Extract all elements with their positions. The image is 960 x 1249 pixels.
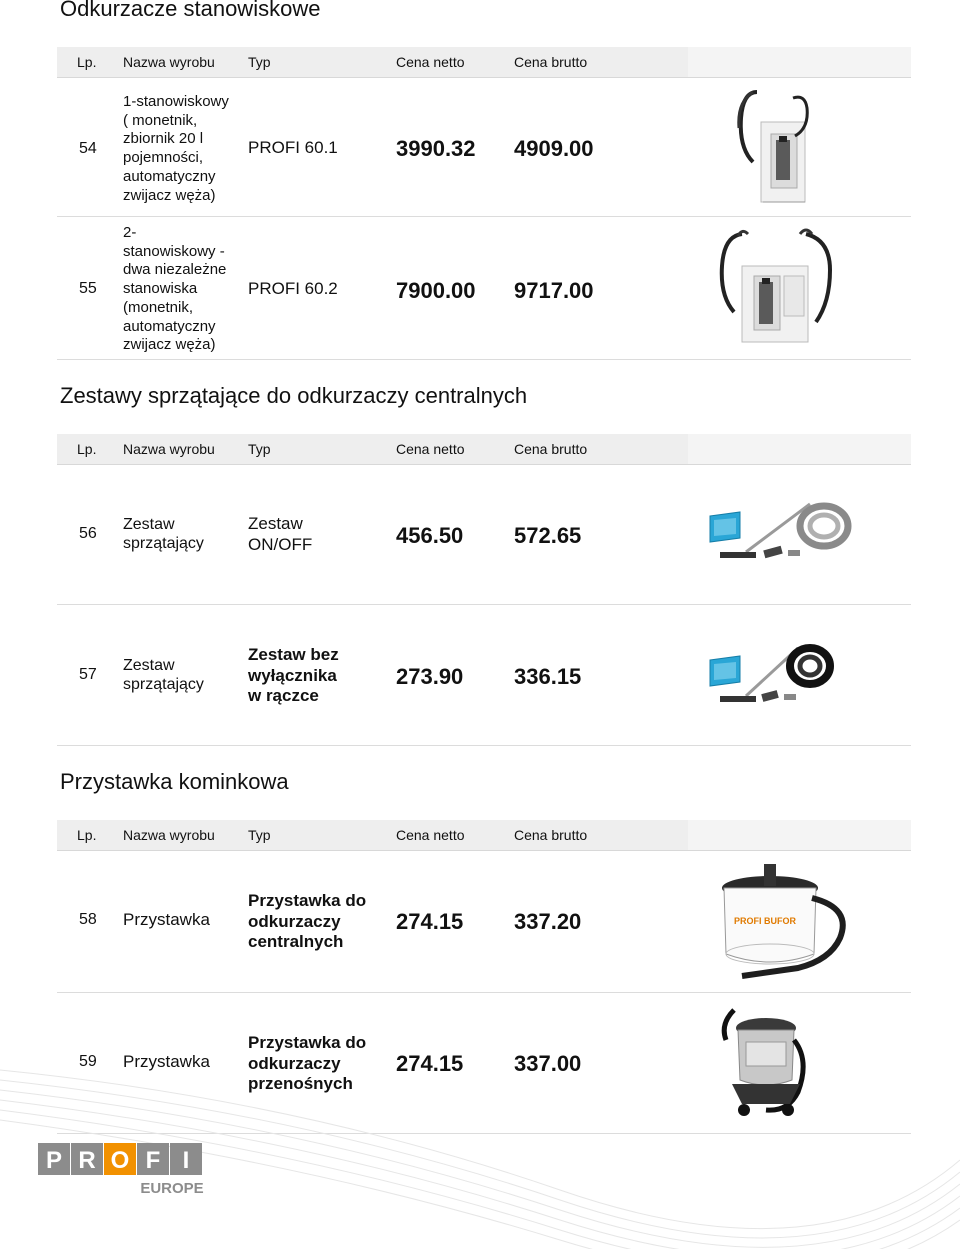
- row-type: Zestaw ON/OFF: [248, 514, 313, 554]
- svg-text:F: F: [145, 1147, 161, 1174]
- header-name: Nazwa wyrobu: [123, 54, 215, 70]
- row-type: PROFI 60.2: [248, 279, 338, 298]
- row-name: Zestaw sprzątający: [123, 657, 204, 693]
- row-lp: 57: [79, 666, 97, 683]
- row-type: Zestaw bez wyłącznika w rączce: [248, 645, 339, 705]
- header-type: Typ: [248, 441, 271, 457]
- row-price-net: 456.50: [396, 523, 464, 548]
- header-lp: Lp.: [77, 54, 97, 70]
- table-header: [57, 47, 911, 78]
- row-price-net: 273.90: [396, 664, 464, 689]
- row-type: Przystawka do odkurzaczy przenośnych: [248, 1033, 367, 1093]
- row-price-net: 7900.00: [396, 278, 476, 303]
- row-name: Przystawka: [123, 910, 210, 929]
- vacuum-cabinet-single-image: [735, 88, 815, 206]
- row-lp: 56: [79, 525, 97, 542]
- logo-subtitle: EUROPE: [140, 1180, 204, 1197]
- header-net: Cena netto: [396, 441, 465, 457]
- cleaning-kit-black-hose-image: [706, 636, 834, 712]
- vacuum-cabinet-double-image: [712, 226, 840, 346]
- row-price-gross: 9717.00: [514, 278, 594, 303]
- row-name: Zestaw sprzątający: [123, 516, 204, 552]
- svg-text:I: I: [182, 1147, 190, 1174]
- svg-text:O: O: [110, 1147, 130, 1174]
- row-lp: 58: [79, 911, 97, 928]
- row-type: Przystawka do odkurzaczy centralnych: [248, 891, 367, 951]
- header-gross: Cena brutto: [514, 54, 588, 70]
- header-gross: Cena brutto: [514, 441, 588, 457]
- header-lp: Lp.: [77, 441, 97, 457]
- row-name: 2- stanowiskowy - dwa niezależne stanowiska (monetnik, automatyczny zwijacz węża): [123, 224, 227, 354]
- table-header: [57, 820, 911, 851]
- header-lp: Lp.: [77, 827, 97, 843]
- cleaning-kit-image: [706, 492, 854, 570]
- row-price-gross: 337.00: [514, 1051, 582, 1076]
- header-type: Typ: [248, 827, 271, 843]
- row-price-gross: 336.15: [514, 664, 582, 689]
- row-price-gross: 337.20: [514, 909, 582, 934]
- row-price-gross: 4909.00: [514, 136, 594, 161]
- profi-europe-logo: [38, 1143, 208, 1199]
- row-name: 1-stanowiskowy ( monetnik, zbiornik 20 l pojemności, automatyczny zwijacz węża): [123, 93, 229, 204]
- row-type: PROFI 60.1: [248, 138, 338, 157]
- section-title: Zestawy sprzątające do odkurzaczy centralnych: [60, 383, 528, 408]
- product-brand-label: PROFI BUFOR: [734, 916, 796, 926]
- svg-text:R: R: [78, 1147, 96, 1174]
- header-gross: Cena brutto: [514, 827, 588, 843]
- row-price-net: 3990.32: [396, 136, 476, 161]
- row-lp: 59: [79, 1053, 97, 1070]
- row-lp: 55: [79, 280, 97, 297]
- header-name: Nazwa wyrobu: [123, 827, 215, 843]
- header-net: Cena netto: [396, 54, 465, 70]
- header-type: Typ: [248, 54, 271, 70]
- header-net: Cena netto: [396, 827, 465, 843]
- table-header: [57, 434, 911, 465]
- row-lp: 54: [79, 140, 97, 157]
- section-title: Przystawka kominkowa: [60, 769, 289, 794]
- row-price-gross: 572.65: [514, 523, 582, 548]
- row-price-net: 274.15: [396, 1051, 464, 1076]
- page-title: Odkurzacze stanowiskowe: [60, 0, 321, 21]
- row-name: Przystawka: [123, 1052, 210, 1071]
- header-name: Nazwa wyrobu: [123, 441, 215, 457]
- svg-text:P: P: [45, 1147, 63, 1174]
- row-price-net: 274.15: [396, 909, 464, 934]
- ash-separator-central-image: [712, 858, 862, 984]
